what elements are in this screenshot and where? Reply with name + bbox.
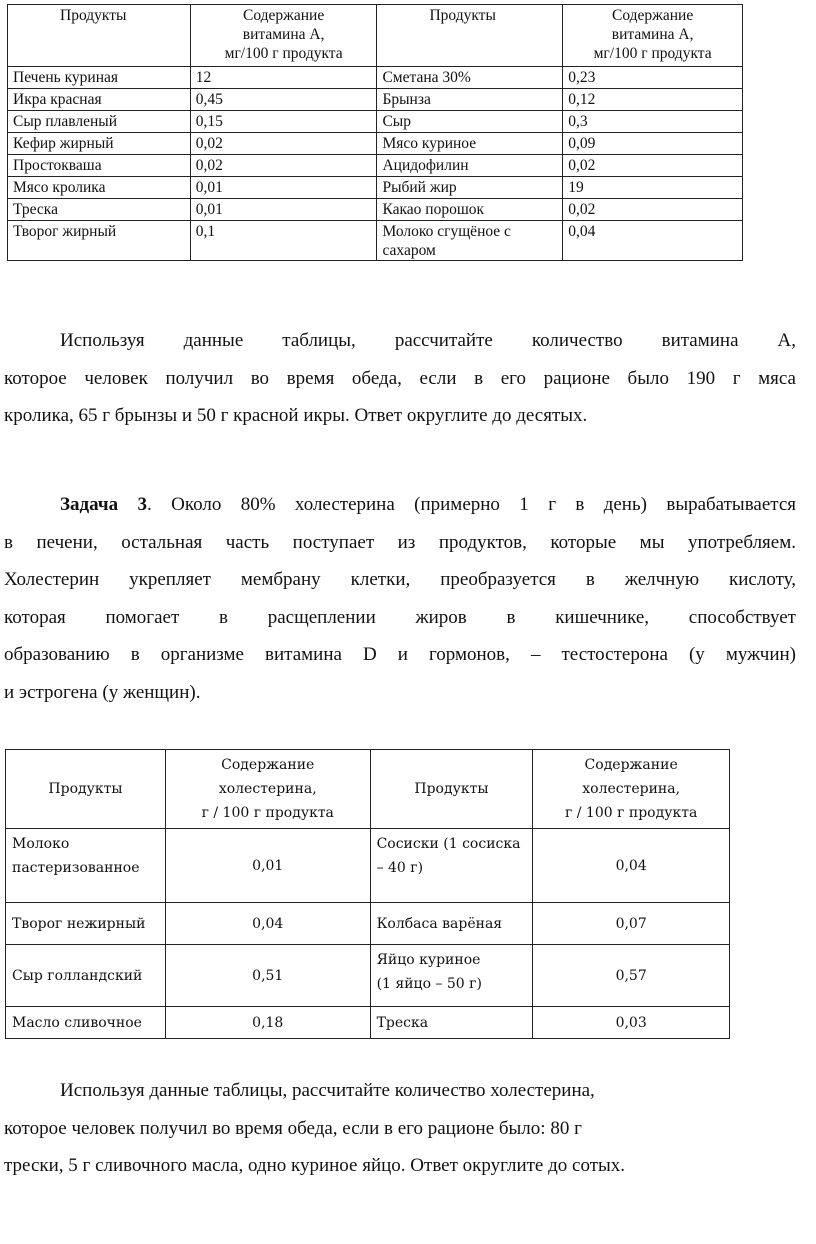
- product-cell: Рыбий жир: [377, 177, 563, 199]
- product-cell: Мясо кролика: [8, 177, 191, 199]
- value-cell: 0,02: [563, 199, 743, 221]
- table-row: [8, 89, 743, 111]
- product-cell: Треска: [370, 1007, 533, 1039]
- table-row: [8, 177, 743, 199]
- product-cell: Сыр плавленый: [8, 111, 191, 133]
- product-cell: Сыр голландский: [6, 945, 166, 1007]
- value-cell: 12: [190, 67, 377, 89]
- value-cell: 0,15: [190, 111, 377, 133]
- header-vitamin-content: Содержание витамина А, мг/100 г продукта: [563, 5, 743, 67]
- product-cell: Печень куриная: [8, 67, 191, 89]
- product-cell: Кефир жирный: [8, 133, 191, 155]
- value-cell: 0,51: [165, 945, 370, 1007]
- product-cell: Молоко пастеризованное: [6, 829, 166, 903]
- value-cell: 0,04: [563, 221, 743, 261]
- table-row: [8, 133, 743, 155]
- table-row: [8, 111, 743, 133]
- product-cell: Колбаса варёная: [370, 903, 533, 945]
- value-cell: 0,02: [563, 155, 743, 177]
- table-row: [8, 221, 743, 261]
- value-cell: 0,3: [563, 111, 743, 133]
- product-cell: Простокваша: [8, 155, 191, 177]
- value-cell: 0,04: [165, 903, 370, 945]
- product-cell: Творог жирный: [8, 221, 191, 261]
- header-products: Продукты: [8, 5, 191, 67]
- value-cell: 0,02: [190, 133, 377, 155]
- value-cell: 0,57: [533, 945, 730, 1007]
- product-cell: Молоко сгущёное с сахаром: [377, 221, 563, 261]
- product-cell: Брынза: [377, 89, 563, 111]
- table-row: [8, 155, 743, 177]
- cholesterol-table: [5, 749, 730, 1039]
- table-row: [8, 199, 743, 221]
- task3-question: Используя данные таблицы, рассчитайте количество холестерина, которое человек получил во время обеда, если в его рационе было: 80 г трески, 5 г сливочного масла, одно куриное яйцо. Ответ округлите до сотых.: [4, 1080, 626, 1176]
- task-label: Задача 3: [60, 494, 147, 515]
- product-cell: Яйцо куриное (1 яйцо – 50 г): [370, 945, 533, 1007]
- value-cell: 19: [563, 177, 743, 199]
- product-cell: Масло сливочное: [6, 1007, 166, 1039]
- header-vitamin-content: Содержание витамина А, мг/100 г продукта: [190, 5, 377, 67]
- product-cell: Какао порошок: [377, 199, 563, 221]
- value-cell: 0,1: [190, 221, 377, 261]
- task2-question: Используя данные таблицы, рассчитайте количество витамина А, которое человек получил во время обеда, если в его рационе было 190 г мяса кролика, 65 г брынзы и 50 г красной икры. Ответ округлите до десятых.: [4, 330, 796, 426]
- value-cell: 0,23: [563, 67, 743, 89]
- value-cell: 0,07: [533, 903, 730, 945]
- table-row: [6, 1007, 730, 1039]
- value-cell: 0,45: [190, 89, 377, 111]
- table-row: [8, 67, 743, 89]
- product-cell: Сметана 30%: [377, 67, 563, 89]
- product-cell: Сыр: [377, 111, 563, 133]
- table-row: [6, 903, 730, 945]
- product-cell: Творог нежирный: [6, 903, 166, 945]
- value-cell: 0,01: [190, 177, 377, 199]
- value-cell: 0,03: [533, 1007, 730, 1039]
- product-cell: Икра красная: [8, 89, 191, 111]
- value-cell: 0,12: [563, 89, 743, 111]
- value-cell: 0,04: [533, 829, 730, 903]
- header-products: Продукты: [6, 750, 166, 829]
- value-cell: 0,02: [190, 155, 377, 177]
- product-cell: Треска: [8, 199, 191, 221]
- header-products: Продукты: [370, 750, 533, 829]
- value-cell: 0,18: [165, 1007, 370, 1039]
- value-cell: 0,01: [165, 829, 370, 903]
- product-cell: Ацидофилин: [377, 155, 563, 177]
- value-cell: 0,09: [563, 133, 743, 155]
- task3-description: Задача 3. Около 80% холестерина (примерно 1 г в день) вырабатывается в печени, остальная часть поступает из продуктов, которые мы употребляем. Холестерин укрепляет мембрану клетки, преобразуется в желчную кислоту, которая помогает в расщеплении жиров в кишечнике, способствует образованию в организме витамина D и гормонов, – тестостерона (у мужчин) и эстрогена (у женщин).: [4, 494, 796, 703]
- vitamin-a-table: [7, 4, 743, 261]
- table-row: [6, 829, 730, 903]
- header-products: Продукты: [377, 5, 563, 67]
- header-cholesterol-content: Содержание холестерина, г / 100 г продукта: [533, 750, 730, 829]
- table-header-row: [8, 5, 743, 67]
- table-row: [6, 945, 730, 1007]
- table-header-row: [6, 750, 730, 829]
- product-cell: Мясо куриное: [377, 133, 563, 155]
- product-cell: Сосиски (1 сосиска – 40 г): [370, 829, 533, 903]
- value-cell: 0,01: [190, 199, 377, 221]
- header-cholesterol-content: Содержание холестерина, г / 100 г продукта: [165, 750, 370, 829]
